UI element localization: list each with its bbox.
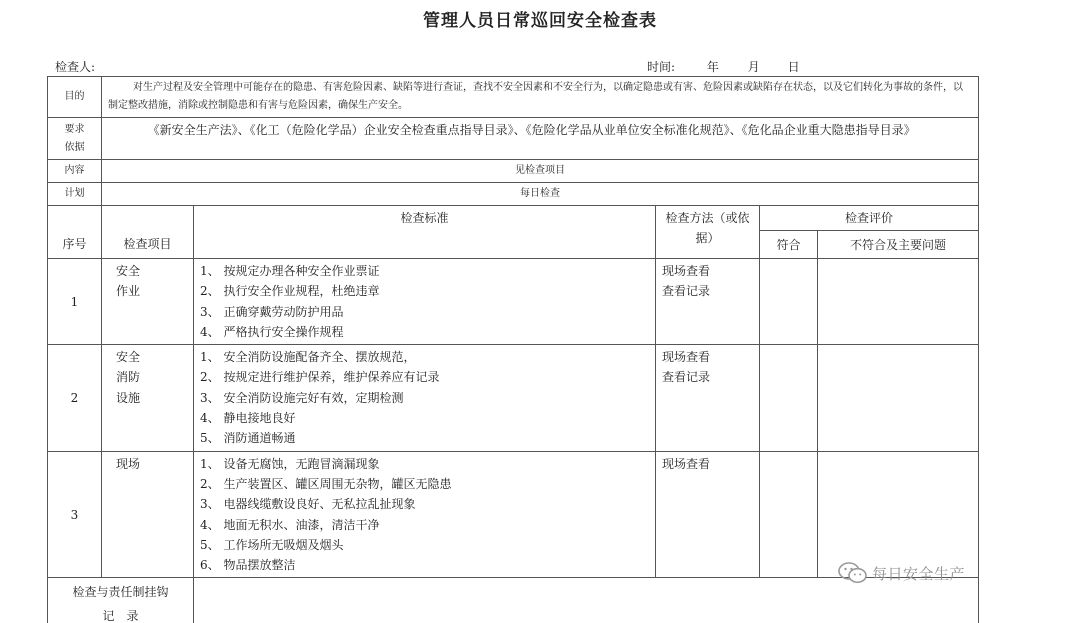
- basis-text: 《新安全生产法》、《化工（危险化学品）企业安全检查重点指导目录》、《危险化学品从业单位安全标准化规范》、《危化品企业重大隐患指导目录》: [102, 118, 979, 160]
- purpose-row: [48, 77, 979, 118]
- row-item: [102, 451, 194, 578]
- row-item-line: 消防: [116, 370, 141, 385]
- standard-item: 5、 消防通道畅通: [200, 431, 296, 446]
- footer-row: [48, 578, 979, 623]
- row-seq: 2: [48, 345, 102, 451]
- col-nonconform-header: 不符合及主要问题: [818, 231, 979, 259]
- basis-label-line-1: 要求: [64, 123, 85, 135]
- col-conform-header: 符合: [760, 231, 818, 259]
- standard-item: 2、 按规定进行维护保养，维护保养应有记录: [200, 370, 440, 385]
- content-value: 见检查项目: [102, 160, 979, 183]
- page-title: 管理人员日常巡回安全检查表: [423, 11, 657, 31]
- year-label: 年: [706, 60, 719, 74]
- purpose-label: 目的: [48, 77, 102, 118]
- conform-cell[interactable]: [760, 345, 818, 451]
- standard-item: 3、 电器线缆敷设良好、无私拉乱扯现象: [200, 497, 416, 512]
- row-seq: 1: [48, 259, 102, 345]
- standard-item: 1、 设备无腐蚀，无跑冒滴漏现象: [200, 456, 380, 471]
- row-item-line: 安全: [116, 264, 141, 278]
- wechat-icon: [838, 562, 868, 584]
- method-item: 查看记录: [662, 284, 711, 299]
- conform-cell[interactable]: [760, 259, 818, 345]
- header-row-1: [48, 206, 979, 231]
- row-standards: [194, 451, 656, 578]
- table-row: [48, 259, 979, 345]
- inspection-table: [47, 76, 979, 623]
- time-label: 时间:: [647, 60, 676, 74]
- basis-label: [48, 118, 102, 160]
- footer-label: [48, 578, 194, 623]
- plan-label: 计划: [48, 183, 102, 206]
- row-item-line: 现场: [116, 456, 141, 471]
- basis-label-line-2: 依据: [64, 141, 85, 153]
- day-label: 日: [787, 60, 800, 74]
- row-methods: [656, 345, 760, 451]
- nonconform-cell[interactable]: [818, 451, 979, 578]
- method-item: 现场查看: [662, 264, 711, 278]
- standard-item: 4、 严格执行安全操作规程: [200, 324, 344, 339]
- standard-item: 5、 工作场所无吸烟及烟头: [200, 537, 344, 552]
- watermark: [838, 562, 965, 584]
- content-row: [48, 160, 979, 183]
- time-field: [647, 58, 800, 75]
- row-item-line: 安全: [116, 350, 141, 365]
- standard-item: 1、 按规定办理各种安全作业票证: [200, 264, 380, 278]
- standard-item: 3、 正确穿戴劳动防护用品: [200, 304, 344, 319]
- row-methods: [656, 259, 760, 345]
- footer-record-cell[interactable]: [194, 578, 979, 623]
- watermark-text: 每日安全生产: [872, 564, 966, 583]
- conform-cell[interactable]: [760, 451, 818, 578]
- col-item-header: 检查项目: [102, 206, 194, 259]
- col-method-header: 检查方法（或依据）: [656, 206, 760, 259]
- footer-label-line-2: 记 录: [102, 609, 139, 623]
- method-item: 查看记录: [662, 370, 711, 385]
- row-item: [102, 345, 194, 451]
- footer-label-line-1: 检查与责任制挂钩: [72, 585, 169, 600]
- method-item: 现场查看: [662, 350, 711, 365]
- nonconform-cell[interactable]: [818, 345, 979, 451]
- table-row: [48, 451, 979, 578]
- purpose-text: 对生产过程及安全管理中可能存在的隐患、有害危险因素、缺陷等进行查证，查找不安全因素和不安全行为，以确定隐患或有害、危险因素或缺陷存在状态，以及它们转化为事故的条件，以制定整改措施，消除或控制隐患和有害与危险因素，确保生产安全。: [102, 77, 979, 118]
- basis-row: [48, 118, 979, 160]
- row-standards: [194, 345, 656, 451]
- col-standard-header: 检查标准: [194, 206, 656, 259]
- col-evaluation-header: 检查评价: [760, 206, 979, 231]
- standard-item: 2、 执行安全作业规程，杜绝违章: [200, 284, 380, 299]
- plan-value: 每日检查: [102, 183, 979, 206]
- nonconform-cell[interactable]: [818, 259, 979, 345]
- row-item-line: 设施: [116, 390, 141, 405]
- plan-row: [48, 183, 979, 206]
- content-label: 内容: [48, 160, 102, 183]
- row-seq: 3: [48, 451, 102, 578]
- standard-item: 3、 安全消防设施完好有效，定期检测: [200, 390, 404, 405]
- method-item: 现场查看: [662, 456, 711, 471]
- standard-item: 4、 地面无积水、油漆，清洁干净: [200, 517, 380, 532]
- standard-item: 1、 安全消防设施配备齐全、摆放规范，: [200, 350, 416, 365]
- inspector-label: 检查人:: [55, 60, 96, 74]
- row-item: [102, 259, 194, 345]
- standard-item: 4、 静电接地良好: [200, 411, 296, 426]
- row-item-line: 作业: [116, 284, 141, 299]
- col-seq-header: 序号: [48, 206, 102, 259]
- standard-item: 2、 生产装置区、罐区周围无杂物，罐区无隐患: [200, 476, 452, 491]
- row-standards: [194, 259, 656, 345]
- standard-item: 6、 物品摆放整洁: [200, 558, 296, 573]
- month-label: 月: [747, 60, 760, 74]
- table-row: [48, 345, 979, 451]
- row-methods: [656, 451, 760, 578]
